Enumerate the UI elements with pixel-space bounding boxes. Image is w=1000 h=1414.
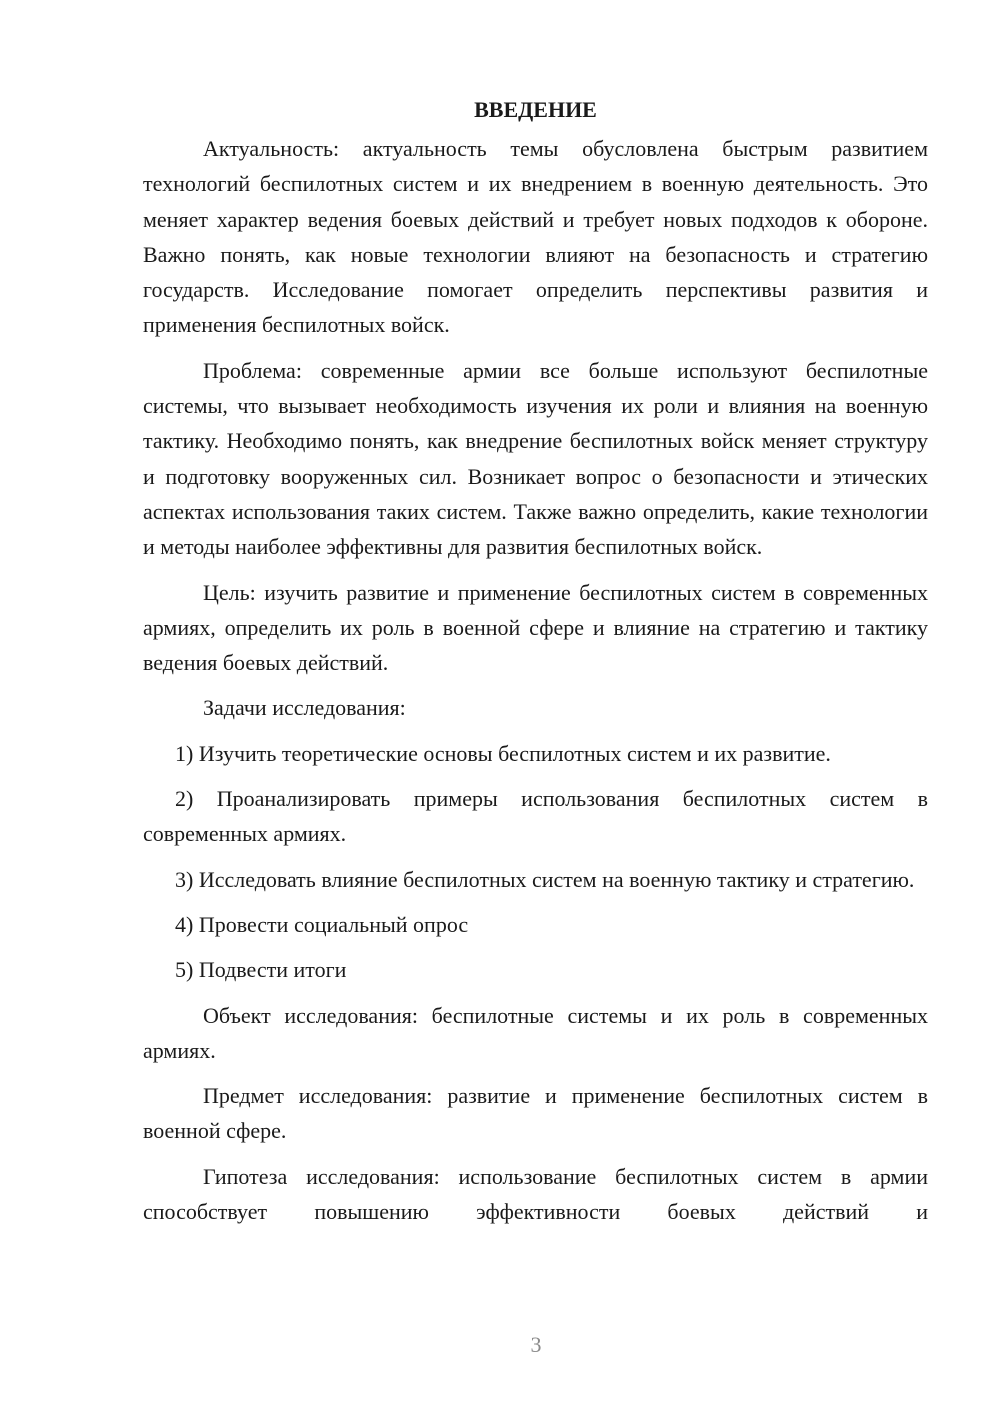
page-title: ВВЕДЕНИЕ: [474, 97, 597, 122]
hypothesis-paragraph: Гипотеза исследования: использование беспилотных систем в армии способствует повышению эффективности боевых действий и: [143, 1163, 928, 1225]
subject-paragraph: Предмет исследования: развитие и применение беспилотных систем в военной сфере.: [143, 1083, 928, 1144]
list-item: 3) Исследовать влияние беспилотных систем на военную тактику и стратегию.: [175, 866, 915, 892]
list-item: 2) Проанализировать примеры использования беспилотных систем в современных армиях.: [143, 786, 928, 847]
relevance-paragraph: Актуальность: актуальность темы обусловлена быстрым развитием технологий беспилотных систем и их внедрением в военную деятельность. Это меняет характер ведения боевых действий и требует новых подходов к обороне. Важно понять, как новые технологии влияют на безопасность и стратегию государств. Исследование помогает определить перспективы развития и применения беспилотных войск.: [143, 136, 928, 338]
page-number: 3: [530, 1332, 542, 1357]
tasks-intro: Задачи исследования:: [203, 695, 406, 721]
goal-paragraph: Цель: изучить развитие и применение беспилотных систем в современных армиях, определить их роль в военной сфере и влияние на стратегию и тактику ведения боевых действий.: [143, 579, 928, 676]
list-item: 5) Подвести итоги: [175, 957, 347, 983]
object-paragraph: Объект исследования: беспилотные системы и их роль в современных армиях.: [143, 1002, 928, 1063]
problem-paragraph: Проблема: современные армии все больше используют беспилотные системы, что вызывает необходимость изучения их роли и влияния на военную тактику. Необходимо понять, как внедрение беспилотных войск меняет структуру и подготовку вооруженных сил. Возникает вопрос о безопасности и этических аспектах использования таких систем. Также важно определить, какие технологии и методы наиболее эффективны для развития беспилотных войск.: [143, 357, 928, 560]
list-item: 1) Изучить теоретические основы беспилотных систем и их развитие.: [175, 740, 831, 766]
document-page: [143, 92, 928, 1239]
tasks-list: [143, 736, 928, 988]
list-item: 4) Провести социальный опрос: [175, 911, 469, 937]
